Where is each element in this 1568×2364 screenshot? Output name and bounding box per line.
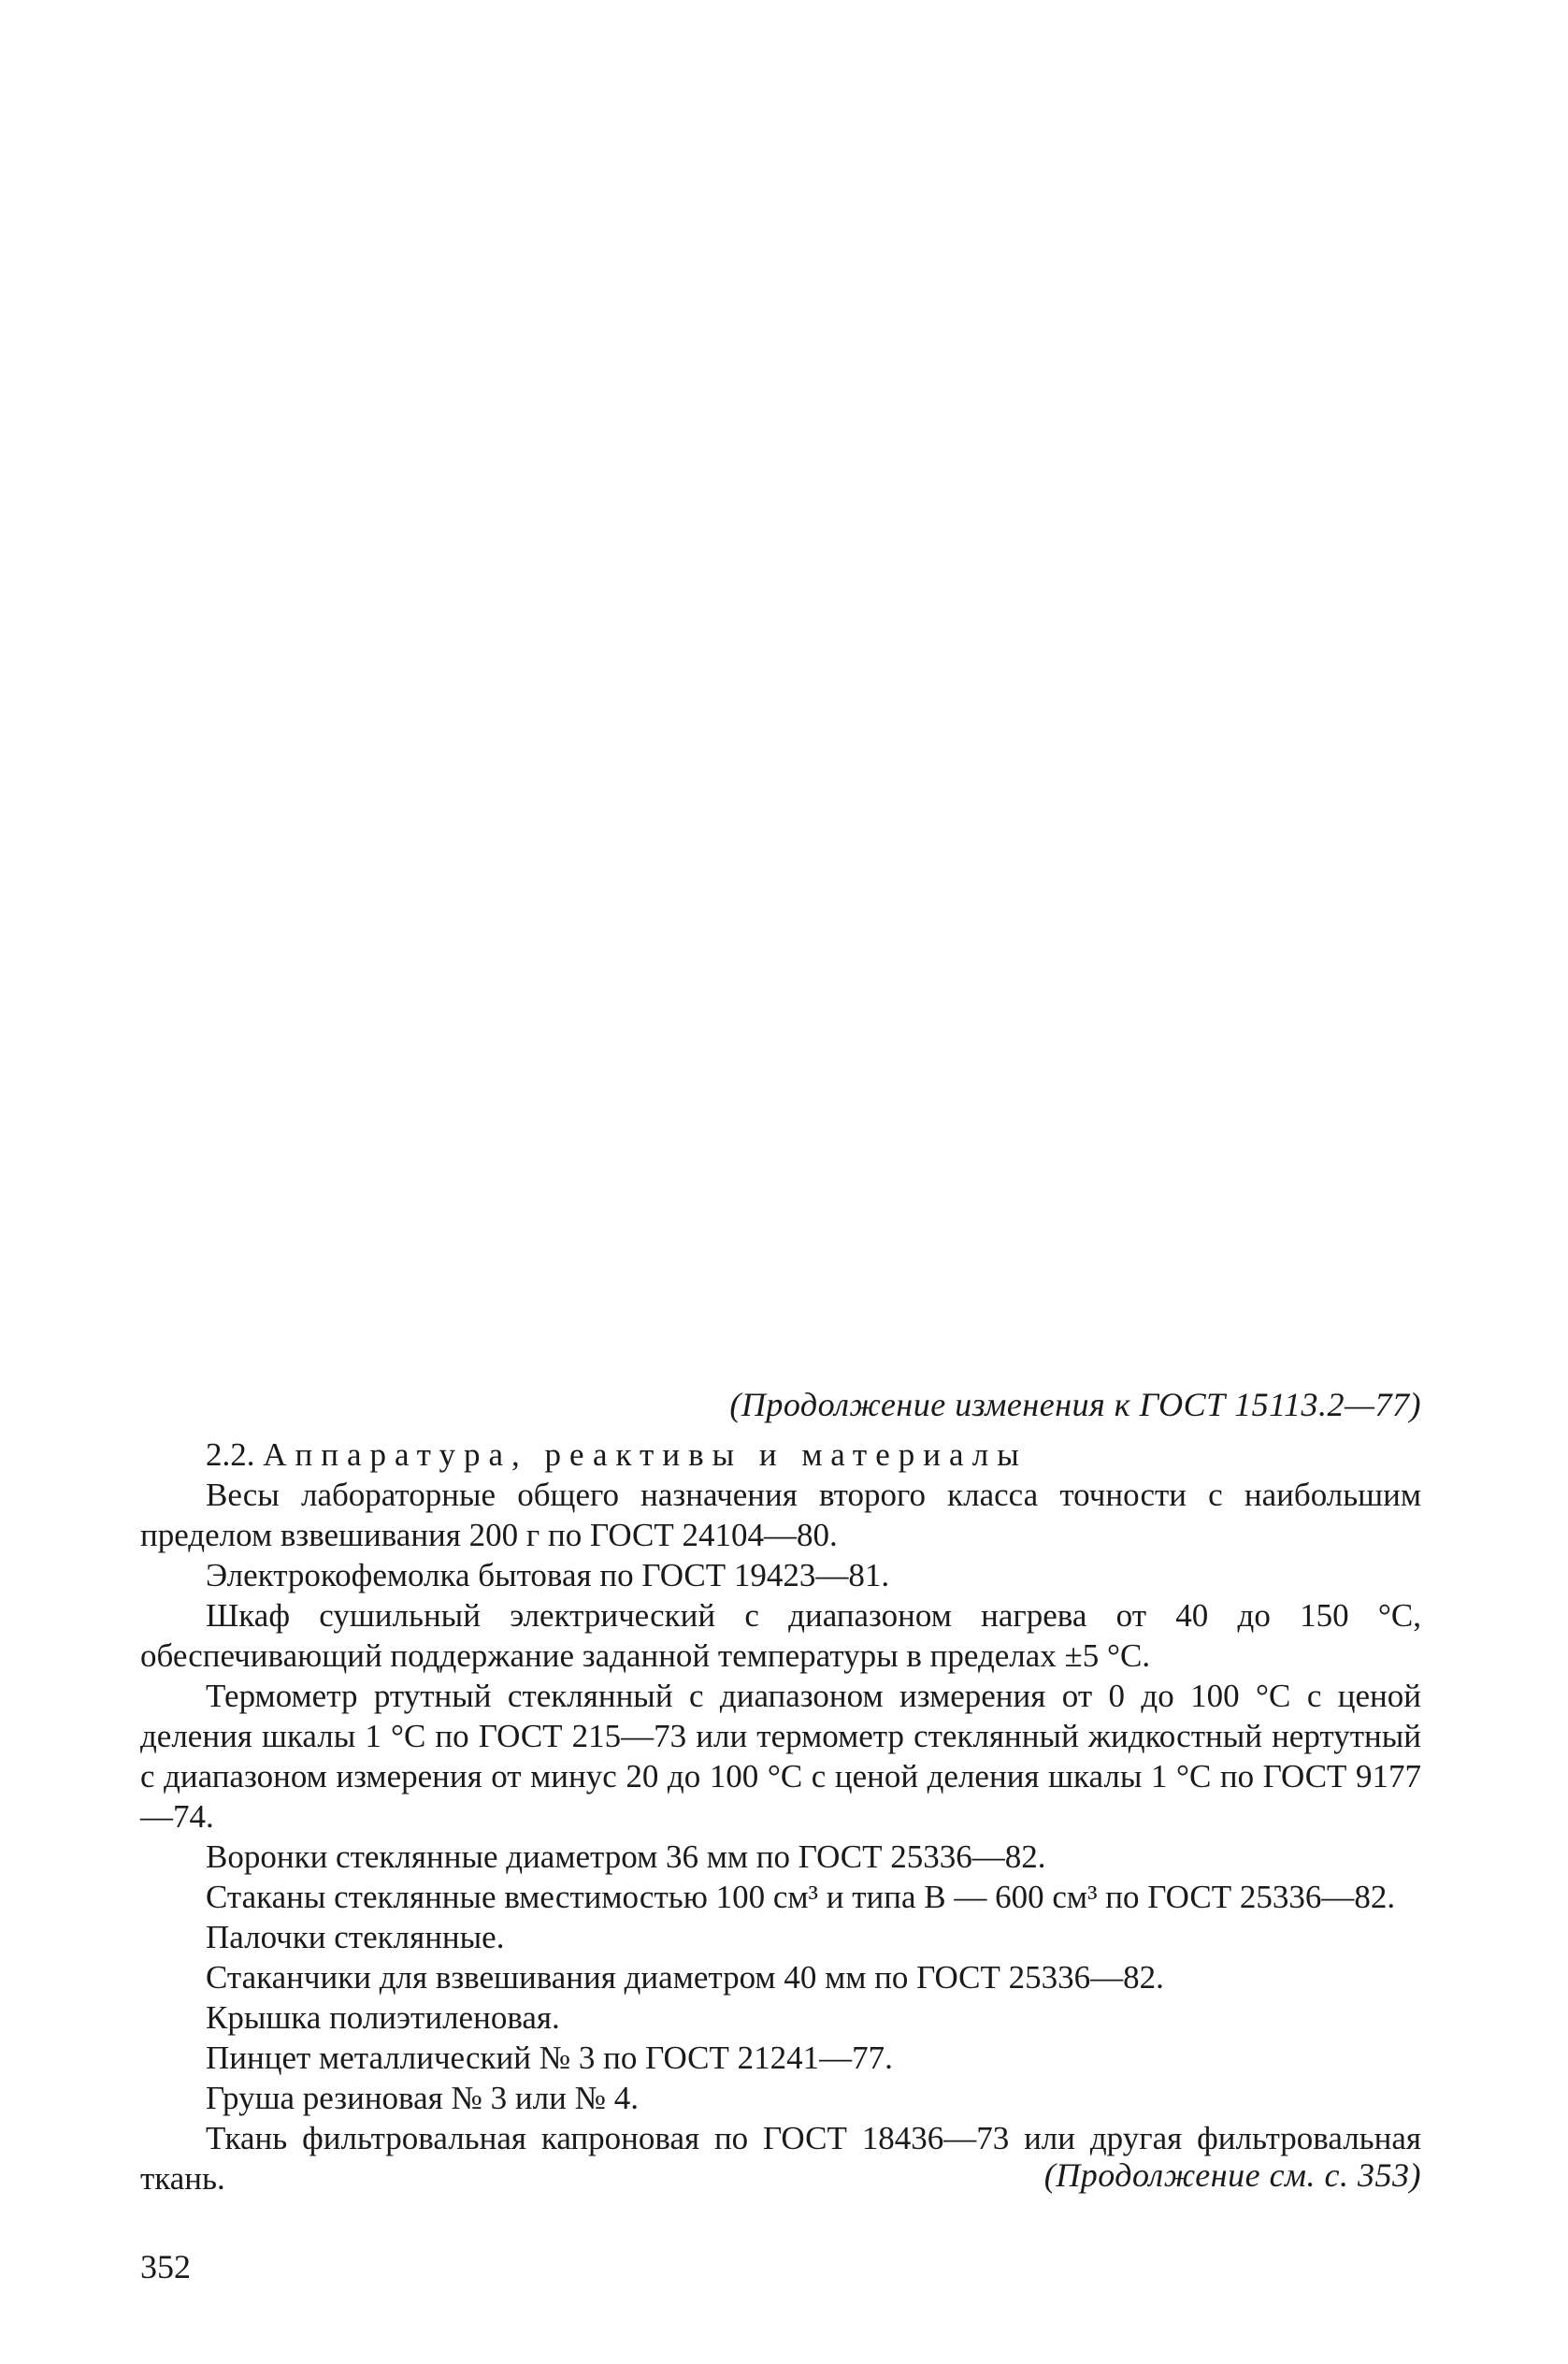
section-title: Аппаратура, реактивы и материалы: [263, 1436, 1028, 1473]
continuation-footer: (Продолжение см. с. 353): [1043, 2156, 1421, 2194]
section-number: 2.2.: [206, 1436, 255, 1473]
continuation-header: (Продолжение изменения к ГОСТ 15113.2—77): [729, 1386, 1421, 1423]
paragraph-filter-cloth: Ткань фильтровальная капроновая по ГОСТ 18436—73 или другая фильтровальная ткань.: [140, 2120, 1421, 2197]
paragraph-grinder: Электрокофемолка бытовая по ГОСТ 19423—81.: [206, 1557, 890, 1593]
paragraph-glass-rods: Палочки стеклянные.: [206, 1919, 505, 1955]
paragraph-rubber-bulb: Груша резиновая № 3 или № 4.: [206, 2080, 639, 2116]
paragraph-drying-oven: Шкаф сушильный электрический с диапазоном нагрева от 40 до 150 °С, обеспечивающий поддержание заданной температуры в пределах ±5 °С.: [140, 1597, 1421, 1674]
paragraph-funnels: Воронки стеклянные диаметром 36 мм по ГОСТ 25336—82.: [206, 1838, 1046, 1875]
paragraph-thermometer: Термометр ртутный стеклянный с диапазоном измерения от 0 до 100 °С с ценой деления шкалы 1 °С по ГОСТ 215—73 или термометр стеклянный жидкостный нертутный с диапазоном измерения от минус 20 до 100 °С с ценой деления шкалы 1 °С по ГОСТ 9177—74.: [140, 1678, 1421, 1835]
paragraph-beakers: Стаканы стеклянные вместимостью 100 см³ и типа В — 600 см³ по ГОСТ 25336—82.: [206, 1879, 1396, 1915]
paragraph-tweezers: Пинцет металлический № 3 по ГОСТ 21241—77.: [206, 2040, 893, 2076]
paragraph-lid: Крышка полиэтиленовая.: [206, 1999, 560, 2036]
page-number: 352: [140, 2248, 191, 2285]
paragraph-weighing-cups: Стаканчики для взвешивания диаметром 40 мм по ГОСТ 25336—82.: [206, 1959, 1164, 1996]
section-heading: [140, 1434, 1421, 1475]
document-body: [140, 1434, 1421, 2198]
paragraph-scales: Весы лабораторные общего назначения второго класса точности с наибольшим пределом взвешивания 200 г по ГОСТ 24104—80.: [140, 1477, 1421, 1553]
